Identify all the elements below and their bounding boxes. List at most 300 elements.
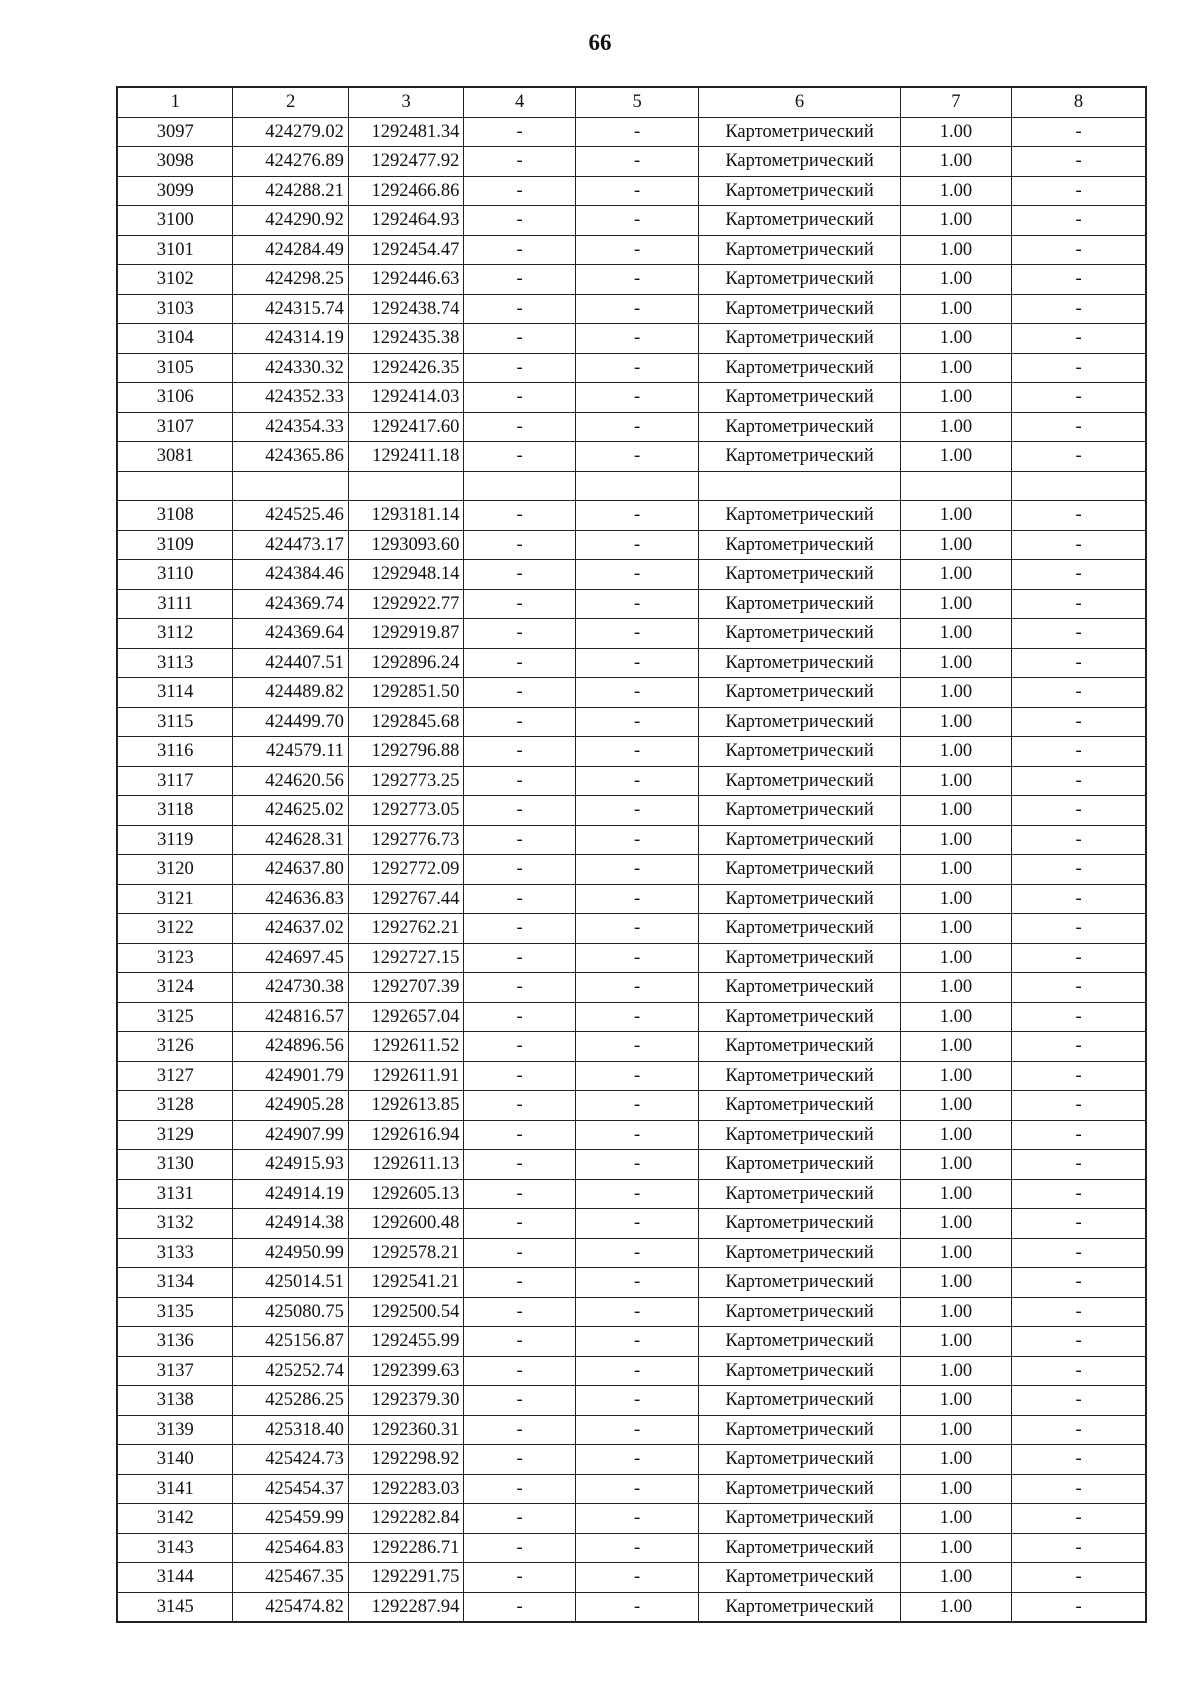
table-row	[117, 737, 1146, 767]
table-cell-col-8: -	[1012, 412, 1146, 442]
table-cell-col-6: Картометрический	[699, 176, 900, 206]
table-cell-col-8: -	[1012, 1327, 1146, 1357]
table-cell-col-8: -	[1012, 648, 1146, 678]
table-cell-col-3: 1292896.24	[348, 648, 463, 678]
table-cell-col-2: 424914.38	[233, 1209, 348, 1239]
table-row	[117, 1150, 1146, 1180]
table-cell-col-7: 1.00	[900, 1386, 1011, 1416]
table-cell-col-6: Картометрический	[699, 1533, 900, 1563]
table-cell-col-4: -	[464, 1238, 575, 1268]
table-cell-col-7: 1.00	[900, 1356, 1011, 1386]
table-row	[117, 943, 1146, 973]
table-cell-col-6: Картометрический	[699, 1563, 900, 1593]
table-cell-col-2: 424915.93	[233, 1150, 348, 1180]
column-header-4: 4	[464, 87, 575, 117]
table-cell-col-2: 424369.74	[233, 589, 348, 619]
table-cell-col-6: Картометрический	[699, 1445, 900, 1475]
table-cell-col-6: Картометрический	[699, 678, 900, 708]
table-cell-col-1: 3115	[117, 707, 233, 737]
table-row	[117, 796, 1146, 826]
table-row	[117, 1120, 1146, 1150]
table-cell-col-7: 1.00	[900, 1238, 1011, 1268]
table-row	[117, 471, 1146, 501]
table-cell-col-2: 424314.19	[233, 324, 348, 354]
table-cell-col-6: Картометрический	[699, 147, 900, 177]
table-cell-col-5: -	[575, 943, 699, 973]
table-cell-col-7: 1.00	[900, 294, 1011, 324]
table-cell-col-5: -	[575, 176, 699, 206]
table-cell-col-4: -	[464, 176, 575, 206]
table-cell-col-4	[464, 471, 575, 501]
table-cell-col-1: 3104	[117, 324, 233, 354]
table-cell-col-1: 3119	[117, 825, 233, 855]
table-cell-col-5: -	[575, 1091, 699, 1121]
table-cell-col-5: -	[575, 1238, 699, 1268]
table-cell-col-5: -	[575, 766, 699, 796]
table-row	[117, 294, 1146, 324]
table-cell-col-8: -	[1012, 1474, 1146, 1504]
table-cell-col-3: 1292611.52	[348, 1032, 463, 1062]
table-cell-col-8: -	[1012, 560, 1146, 590]
table-cell-col-1: 3118	[117, 796, 233, 826]
table-cell-col-1	[117, 471, 233, 501]
table-cell-col-1: 3097	[117, 117, 233, 147]
table-cell-col-5: -	[575, 1445, 699, 1475]
table-cell-col-6: Картометрический	[699, 412, 900, 442]
table-cell-col-7: 1.00	[900, 560, 1011, 590]
table-cell-col-5: -	[575, 855, 699, 885]
table-cell-col-5: -	[575, 1356, 699, 1386]
table-cell-col-4: -	[464, 1061, 575, 1091]
table-cell-col-4: -	[464, 1445, 575, 1475]
table-cell-col-2: 425286.25	[233, 1386, 348, 1416]
table-cell-col-6	[699, 471, 900, 501]
table-cell-col-6: Картометрический	[699, 619, 900, 649]
table-cell-col-6: Картометрический	[699, 117, 900, 147]
column-header-3: 3	[348, 87, 463, 117]
table-cell-col-8: -	[1012, 943, 1146, 973]
table-cell-col-8: -	[1012, 206, 1146, 236]
table-row	[117, 707, 1146, 737]
table-cell-col-4: -	[464, 147, 575, 177]
table-cell-col-4: -	[464, 1091, 575, 1121]
table-cell-col-6: Картометрический	[699, 265, 900, 295]
table-cell-col-3: 1292466.86	[348, 176, 463, 206]
table-cell-col-6: Картометрический	[699, 1209, 900, 1239]
table-cell-col-4: -	[464, 678, 575, 708]
table-row	[117, 1268, 1146, 1298]
table-cell-col-2: 424636.83	[233, 884, 348, 914]
table-cell-col-1: 3140	[117, 1445, 233, 1475]
table-cell-col-4: -	[464, 766, 575, 796]
table-cell-col-8: -	[1012, 825, 1146, 855]
table-cell-col-8: -	[1012, 1032, 1146, 1062]
table-cell-col-7: 1.00	[900, 1061, 1011, 1091]
table-cell-col-3: 1292286.71	[348, 1533, 463, 1563]
table-cell-col-3: 1292379.30	[348, 1386, 463, 1416]
table-cell-col-5: -	[575, 294, 699, 324]
table-cell-col-8: -	[1012, 1386, 1146, 1416]
table-cell-col-1: 3125	[117, 1002, 233, 1032]
table-cell-col-5: -	[575, 1061, 699, 1091]
table-cell-col-2: 424905.28	[233, 1091, 348, 1121]
table-cell-col-5: -	[575, 796, 699, 826]
table-cell-col-7: 1.00	[900, 1415, 1011, 1445]
table-cell-col-5: -	[575, 442, 699, 472]
table-row	[117, 1445, 1146, 1475]
table-cell-col-3: 1292464.93	[348, 206, 463, 236]
table-cell-col-2: 424330.32	[233, 353, 348, 383]
table-cell-col-6: Картометрический	[699, 973, 900, 1003]
table-cell-col-5: -	[575, 1563, 699, 1593]
table-cell-col-5: -	[575, 412, 699, 442]
table-row	[117, 501, 1146, 531]
table-cell-col-3: 1292796.88	[348, 737, 463, 767]
table-cell-col-4: -	[464, 1327, 575, 1357]
table-cell-col-3: 1292613.85	[348, 1091, 463, 1121]
table-cell-col-8: -	[1012, 707, 1146, 737]
table-cell-col-7: 1.00	[900, 1120, 1011, 1150]
table-cell-col-6: Картометрический	[699, 1592, 900, 1622]
table-cell-col-7: 1.00	[900, 1563, 1011, 1593]
table-cell-col-1: 3145	[117, 1592, 233, 1622]
table-cell-col-3: 1292411.18	[348, 442, 463, 472]
table-row	[117, 324, 1146, 354]
table-cell-col-1: 3143	[117, 1533, 233, 1563]
table-cell-col-5: -	[575, 147, 699, 177]
table-cell-col-1: 3123	[117, 943, 233, 973]
table-cell-col-7: 1.00	[900, 648, 1011, 678]
table-cell-col-6: Картометрический	[699, 1179, 900, 1209]
table-cell-col-1: 3109	[117, 530, 233, 560]
table-cell-col-4: -	[464, 1504, 575, 1534]
table-cell-col-5: -	[575, 678, 699, 708]
table-cell-col-7: 1.00	[900, 796, 1011, 826]
table-cell-col-5: -	[575, 973, 699, 1003]
table-cell-col-8: -	[1012, 1179, 1146, 1209]
table-row	[117, 1386, 1146, 1416]
table-cell-col-2: 424290.92	[233, 206, 348, 236]
table-cell-col-2: 424637.80	[233, 855, 348, 885]
table-cell-col-4: -	[464, 589, 575, 619]
table-row	[117, 176, 1146, 206]
table-cell-col-1: 3106	[117, 383, 233, 413]
table-row	[117, 1563, 1146, 1593]
table-cell-col-1: 3116	[117, 737, 233, 767]
table-cell-col-7: 1.00	[900, 1297, 1011, 1327]
table-cell-col-6: Картометрический	[699, 884, 900, 914]
table-cell-col-1: 3114	[117, 678, 233, 708]
table-cell-col-8: -	[1012, 855, 1146, 885]
table-cell-col-7: 1.00	[900, 324, 1011, 354]
table-cell-col-2	[233, 471, 348, 501]
table-cell-col-1: 3120	[117, 855, 233, 885]
table-cell-col-5	[575, 471, 699, 501]
coordinates-table	[116, 86, 1147, 1623]
table-cell-col-7: 1.00	[900, 235, 1011, 265]
table-cell-col-2: 424298.25	[233, 265, 348, 295]
table-cell-col-6: Картометрический	[699, 1091, 900, 1121]
table-row	[117, 973, 1146, 1003]
table-cell-col-1: 3081	[117, 442, 233, 472]
table-cell-col-2: 424369.64	[233, 619, 348, 649]
table-row	[117, 678, 1146, 708]
table-cell-col-7: 1.00	[900, 707, 1011, 737]
table-cell-col-2: 424288.21	[233, 176, 348, 206]
table-cell-col-2: 425464.83	[233, 1533, 348, 1563]
table-cell-col-4: -	[464, 1533, 575, 1563]
table-cell-col-1: 3128	[117, 1091, 233, 1121]
table-cell-col-5: -	[575, 1415, 699, 1445]
column-header-8: 8	[1012, 87, 1146, 117]
table-cell-col-2: 425014.51	[233, 1268, 348, 1298]
table-cell-col-8: -	[1012, 442, 1146, 472]
table-cell-col-5: -	[575, 530, 699, 560]
table-cell-col-3	[348, 471, 463, 501]
table-cell-col-3: 1292481.34	[348, 117, 463, 147]
table-cell-col-2: 425474.82	[233, 1592, 348, 1622]
table-cell-col-3: 1292541.21	[348, 1268, 463, 1298]
table-cell-col-6: Картометрический	[699, 501, 900, 531]
table-cell-col-8: -	[1012, 737, 1146, 767]
column-header-6: 6	[699, 87, 900, 117]
table-cell-col-4: -	[464, 1120, 575, 1150]
table-cell-col-1: 3117	[117, 766, 233, 796]
table-cell-col-7: 1.00	[900, 353, 1011, 383]
table-cell-col-3: 1292435.38	[348, 324, 463, 354]
table-row	[117, 855, 1146, 885]
table-cell-col-8: -	[1012, 973, 1146, 1003]
table-row	[117, 648, 1146, 678]
table-cell-col-3: 1292773.25	[348, 766, 463, 796]
table-cell-col-7: 1.00	[900, 147, 1011, 177]
table-cell-col-5: -	[575, 1268, 699, 1298]
table-cell-col-4: -	[464, 235, 575, 265]
table-cell-col-7: 1.00	[900, 884, 1011, 914]
table-cell-col-4: -	[464, 1356, 575, 1386]
table-row	[117, 442, 1146, 472]
table-cell-col-5: -	[575, 589, 699, 619]
table-cell-col-2: 424407.51	[233, 648, 348, 678]
table-cell-col-4: -	[464, 1209, 575, 1239]
table-cell-col-6: Картометрический	[699, 648, 900, 678]
table-cell-col-8: -	[1012, 265, 1146, 295]
table-cell-col-3: 1292767.44	[348, 884, 463, 914]
table-cell-col-4: -	[464, 442, 575, 472]
table-cell-col-2: 424352.33	[233, 383, 348, 413]
table-cell-col-6: Картометрический	[699, 442, 900, 472]
table-cell-col-7: 1.00	[900, 383, 1011, 413]
table-cell-col-6: Картометрический	[699, 1474, 900, 1504]
table-cell-col-3: 1292762.21	[348, 914, 463, 944]
table-row	[117, 1179, 1146, 1209]
table-cell-col-6: Картометрический	[699, 1268, 900, 1298]
table-cell-col-3: 1292282.84	[348, 1504, 463, 1534]
table-cell-col-4: -	[464, 1002, 575, 1032]
table-cell-col-1: 3098	[117, 147, 233, 177]
table-cell-col-1: 3138	[117, 1386, 233, 1416]
table-cell-col-7: 1.00	[900, 176, 1011, 206]
table-cell-col-2: 424697.45	[233, 943, 348, 973]
table-cell-col-4: -	[464, 648, 575, 678]
header-row	[117, 87, 1146, 117]
table-cell-col-6: Картометрический	[699, 766, 900, 796]
table-cell-col-6: Картометрический	[699, 383, 900, 413]
table-cell-col-5: -	[575, 206, 699, 236]
table-cell-col-6: Картометрический	[699, 235, 900, 265]
table-cell-col-4: -	[464, 1474, 575, 1504]
table-cell-col-5: -	[575, 560, 699, 590]
table-cell-col-3: 1292948.14	[348, 560, 463, 590]
table-cell-col-6: Картометрический	[699, 1327, 900, 1357]
table-cell-col-2: 424525.46	[233, 501, 348, 531]
table-cell-col-7: 1.00	[900, 1533, 1011, 1563]
table-cell-col-6: Картометрический	[699, 324, 900, 354]
table-cell-col-7: 1.00	[900, 1209, 1011, 1239]
table-cell-col-8: -	[1012, 1091, 1146, 1121]
table-cell-col-8: -	[1012, 1504, 1146, 1534]
table-cell-col-8: -	[1012, 1061, 1146, 1091]
table-cell-col-5: -	[575, 353, 699, 383]
table-cell-col-3: 1292773.05	[348, 796, 463, 826]
table-cell-col-3: 1292500.54	[348, 1297, 463, 1327]
table-cell-col-3: 1292776.73	[348, 825, 463, 855]
table-row	[117, 1504, 1146, 1534]
table-cell-col-3: 1292616.94	[348, 1120, 463, 1150]
table-row	[117, 619, 1146, 649]
table-cell-col-7: 1.00	[900, 1327, 1011, 1357]
table-cell-col-2: 424473.17	[233, 530, 348, 560]
table-cell-col-1: 3122	[117, 914, 233, 944]
table-cell-col-5: -	[575, 1592, 699, 1622]
table-cell-col-5: -	[575, 1533, 699, 1563]
table-row	[117, 1002, 1146, 1032]
table-cell-col-4: -	[464, 1032, 575, 1062]
table-cell-col-6: Картометрический	[699, 1386, 900, 1416]
table-cell-col-4: -	[464, 501, 575, 531]
table-row	[117, 1238, 1146, 1268]
table-cell-col-1: 3144	[117, 1563, 233, 1593]
table-cell-col-1: 3130	[117, 1150, 233, 1180]
table-cell-col-5: -	[575, 1120, 699, 1150]
table-cell-col-7: 1.00	[900, 678, 1011, 708]
table-row	[117, 1474, 1146, 1504]
table-cell-col-6: Картометрический	[699, 589, 900, 619]
table-header	[117, 87, 1146, 117]
table-cell-col-7: 1.00	[900, 1179, 1011, 1209]
table-cell-col-5: -	[575, 737, 699, 767]
table-cell-col-6: Картометрический	[699, 206, 900, 236]
table-cell-col-5: -	[575, 707, 699, 737]
table-cell-col-8	[1012, 471, 1146, 501]
table-cell-col-2: 425424.73	[233, 1445, 348, 1475]
table-cell-col-8: -	[1012, 589, 1146, 619]
table-row	[117, 825, 1146, 855]
table-row	[117, 766, 1146, 796]
table-row	[117, 235, 1146, 265]
table-cell-col-4: -	[464, 560, 575, 590]
table-cell-col-4: -	[464, 1592, 575, 1622]
table-cell-col-8: -	[1012, 1238, 1146, 1268]
table-cell-col-4: -	[464, 1386, 575, 1416]
table-cell-col-5: -	[575, 1179, 699, 1209]
table-cell-col-8: -	[1012, 619, 1146, 649]
table-cell-col-1: 3136	[117, 1327, 233, 1357]
table-cell-col-1: 3099	[117, 176, 233, 206]
table-cell-col-5: -	[575, 1504, 699, 1534]
table-cell-col-8: -	[1012, 235, 1146, 265]
table-cell-col-3: 1292772.09	[348, 855, 463, 885]
table-cell-col-4: -	[464, 914, 575, 944]
table-cell-col-5: -	[575, 383, 699, 413]
table-cell-col-8: -	[1012, 1120, 1146, 1150]
table-cell-col-1: 3108	[117, 501, 233, 531]
table-cell-col-6: Картометрический	[699, 1002, 900, 1032]
table-cell-col-8: -	[1012, 1592, 1146, 1622]
table-cell-col-3: 1292845.68	[348, 707, 463, 737]
table-cell-col-4: -	[464, 324, 575, 354]
table-cell-col-5: -	[575, 1474, 699, 1504]
table-cell-col-4: -	[464, 1563, 575, 1593]
table-cell-col-1: 3102	[117, 265, 233, 295]
table-row	[117, 1327, 1146, 1357]
table-cell-col-2: 425459.99	[233, 1504, 348, 1534]
table-cell-col-7: 1.00	[900, 501, 1011, 531]
table-cell-col-7: 1.00	[900, 943, 1011, 973]
table-cell-col-6: Картометрический	[699, 1150, 900, 1180]
table-cell-col-7: 1.00	[900, 766, 1011, 796]
table-cell-col-3: 1292919.87	[348, 619, 463, 649]
table-cell-col-8: -	[1012, 117, 1146, 147]
table-cell-col-4: -	[464, 412, 575, 442]
table-cell-col-7: 1.00	[900, 1032, 1011, 1062]
table-cell-col-8: -	[1012, 884, 1146, 914]
table-cell-col-3: 1292477.92	[348, 147, 463, 177]
table-cell-col-6: Картометрический	[699, 1120, 900, 1150]
table-cell-col-5: -	[575, 1150, 699, 1180]
table-row	[117, 265, 1146, 295]
page-number: 66	[588, 30, 612, 55]
table-cell-col-5: -	[575, 265, 699, 295]
table-cell-col-1: 3100	[117, 206, 233, 236]
table-cell-col-7: 1.00	[900, 914, 1011, 944]
table-cell-col-3: 1292414.03	[348, 383, 463, 413]
table-cell-col-6: Картометрический	[699, 737, 900, 767]
table-cell-col-5: -	[575, 648, 699, 678]
table-cell-col-3: 1292438.74	[348, 294, 463, 324]
table-row	[117, 412, 1146, 442]
table-row	[117, 147, 1146, 177]
table-cell-col-2: 424628.31	[233, 825, 348, 855]
table-cell-col-1: 3142	[117, 1504, 233, 1534]
table-cell-col-3: 1292455.99	[348, 1327, 463, 1357]
table-cell-col-2: 425318.40	[233, 1415, 348, 1445]
table-cell-col-2: 425467.35	[233, 1563, 348, 1593]
table-row	[117, 1533, 1146, 1563]
table-cell-col-8: -	[1012, 1150, 1146, 1180]
table-cell-col-5: -	[575, 914, 699, 944]
table-cell-col-4: -	[464, 1179, 575, 1209]
table-cell-col-2: 424950.99	[233, 1238, 348, 1268]
table-cell-col-2: 425454.37	[233, 1474, 348, 1504]
table-cell-col-6: Картометрический	[699, 1238, 900, 1268]
table-cell-col-8: -	[1012, 353, 1146, 383]
table-cell-col-4: -	[464, 796, 575, 826]
table-cell-col-3: 1293093.60	[348, 530, 463, 560]
table-cell-col-4: -	[464, 619, 575, 649]
table-row	[117, 1209, 1146, 1239]
table-cell-col-1: 3139	[117, 1415, 233, 1445]
